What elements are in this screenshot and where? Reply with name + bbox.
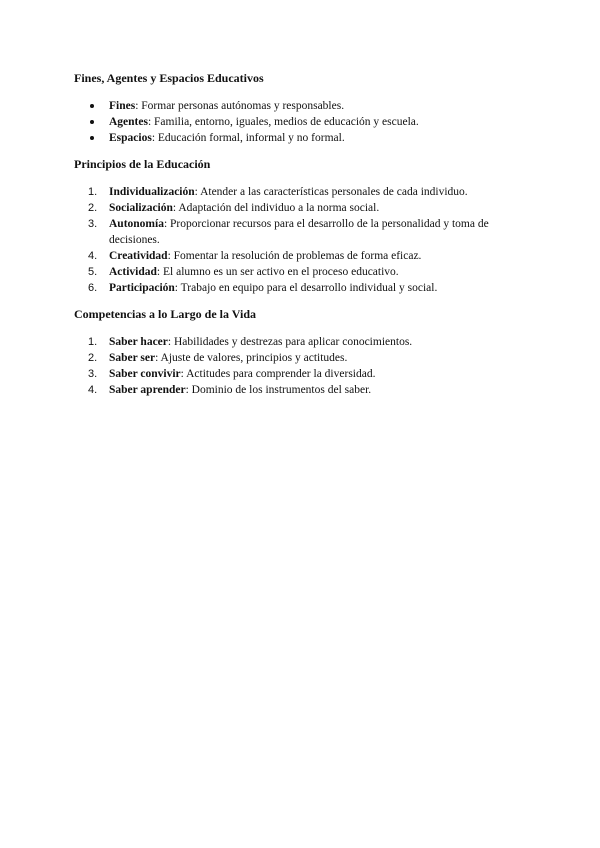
list-number: 1. (88, 186, 98, 198)
list-number: 4. (88, 384, 98, 396)
list-item-text: : Habilidades y destrezas para aplicar conocimientos. (167, 336, 413, 348)
list-item (74, 280, 540, 296)
list-number: 2. (88, 202, 98, 214)
list-item (74, 382, 540, 398)
list-number: 5. (88, 266, 98, 278)
list-item (74, 200, 540, 216)
bullet-list (74, 98, 540, 146)
list-item (74, 114, 540, 130)
list-item (74, 216, 540, 248)
list-item (74, 366, 540, 382)
list-number: 4. (88, 250, 98, 262)
list-item-term: Creatividad (109, 250, 168, 262)
list-item-text: : Fomentar la resolución de problemas de forma eficaz. (167, 250, 422, 262)
list-item-term: Saber aprender (109, 384, 186, 396)
section-heading: Fines, Agentes y Espacios Educativos (74, 71, 264, 85)
bullet-icon (90, 104, 94, 108)
list-item-text: : Dominio de los instrumentos del saber. (185, 384, 372, 396)
numbered-list (74, 184, 540, 296)
numbered-list (74, 334, 540, 398)
bullet-icon (90, 136, 94, 140)
list-item-term: Individualización (109, 186, 195, 198)
list-item-term: Saber hacer (109, 336, 168, 348)
list-item (74, 130, 540, 146)
list-item (74, 350, 540, 366)
section-competencias (74, 306, 540, 398)
list-item-text: : Adaptación del individuo a la norma social. (172, 202, 380, 214)
list-item-text: : Familia, entorno, iguales, medios de educación y escuela. (147, 116, 419, 128)
list-item-term: Participación (109, 282, 175, 294)
section-heading: Principios de la Educación (74, 157, 211, 171)
list-item-text: : Formar personas autónomas y responsables. (135, 100, 345, 112)
list-item-text: : Proporcionar recursos para el desarrollo de la personalidad y toma de decisiones. (109, 218, 489, 246)
list-item-text: : Trabajo en equipo para el desarrollo individual y social. (174, 282, 438, 294)
list-item-text: : Actitudes para comprender la diversidad. (180, 368, 376, 380)
list-number: 6. (88, 282, 98, 294)
section-fines-agentes-espacios (74, 70, 540, 146)
list-item (74, 184, 540, 200)
list-item-text: : Educación formal, informal y no formal. (151, 132, 345, 144)
list-item-term: Saber ser (109, 352, 156, 364)
list-item-text: : El alumno es un ser activo en el proceso educativo. (156, 266, 399, 278)
list-item-term: Saber convivir (109, 368, 181, 380)
list-item (74, 334, 540, 350)
list-item-text: : Ajuste de valores, principios y actitudes. (155, 352, 348, 364)
list-item (74, 264, 540, 280)
list-number: 1. (88, 336, 98, 348)
list-item (74, 248, 540, 264)
list-item-text: : Atender a las características personales de cada individuo. (194, 186, 468, 198)
list-item-term: Espacios (109, 132, 152, 144)
list-item-term: Actividad (109, 266, 157, 278)
bullet-icon (90, 120, 94, 124)
list-item-term: Fines (109, 100, 136, 112)
list-item-term: Socialización (109, 202, 173, 214)
list-number: 3. (88, 368, 98, 380)
list-item-term: Agentes (109, 116, 148, 128)
list-number: 3. (88, 218, 98, 230)
list-item-term: Autonomía (109, 218, 164, 230)
section-principios-educacion (74, 156, 540, 296)
list-number: 2. (88, 352, 98, 364)
list-item (74, 98, 540, 114)
section-heading: Competencias a lo Largo de la Vida (74, 307, 256, 321)
